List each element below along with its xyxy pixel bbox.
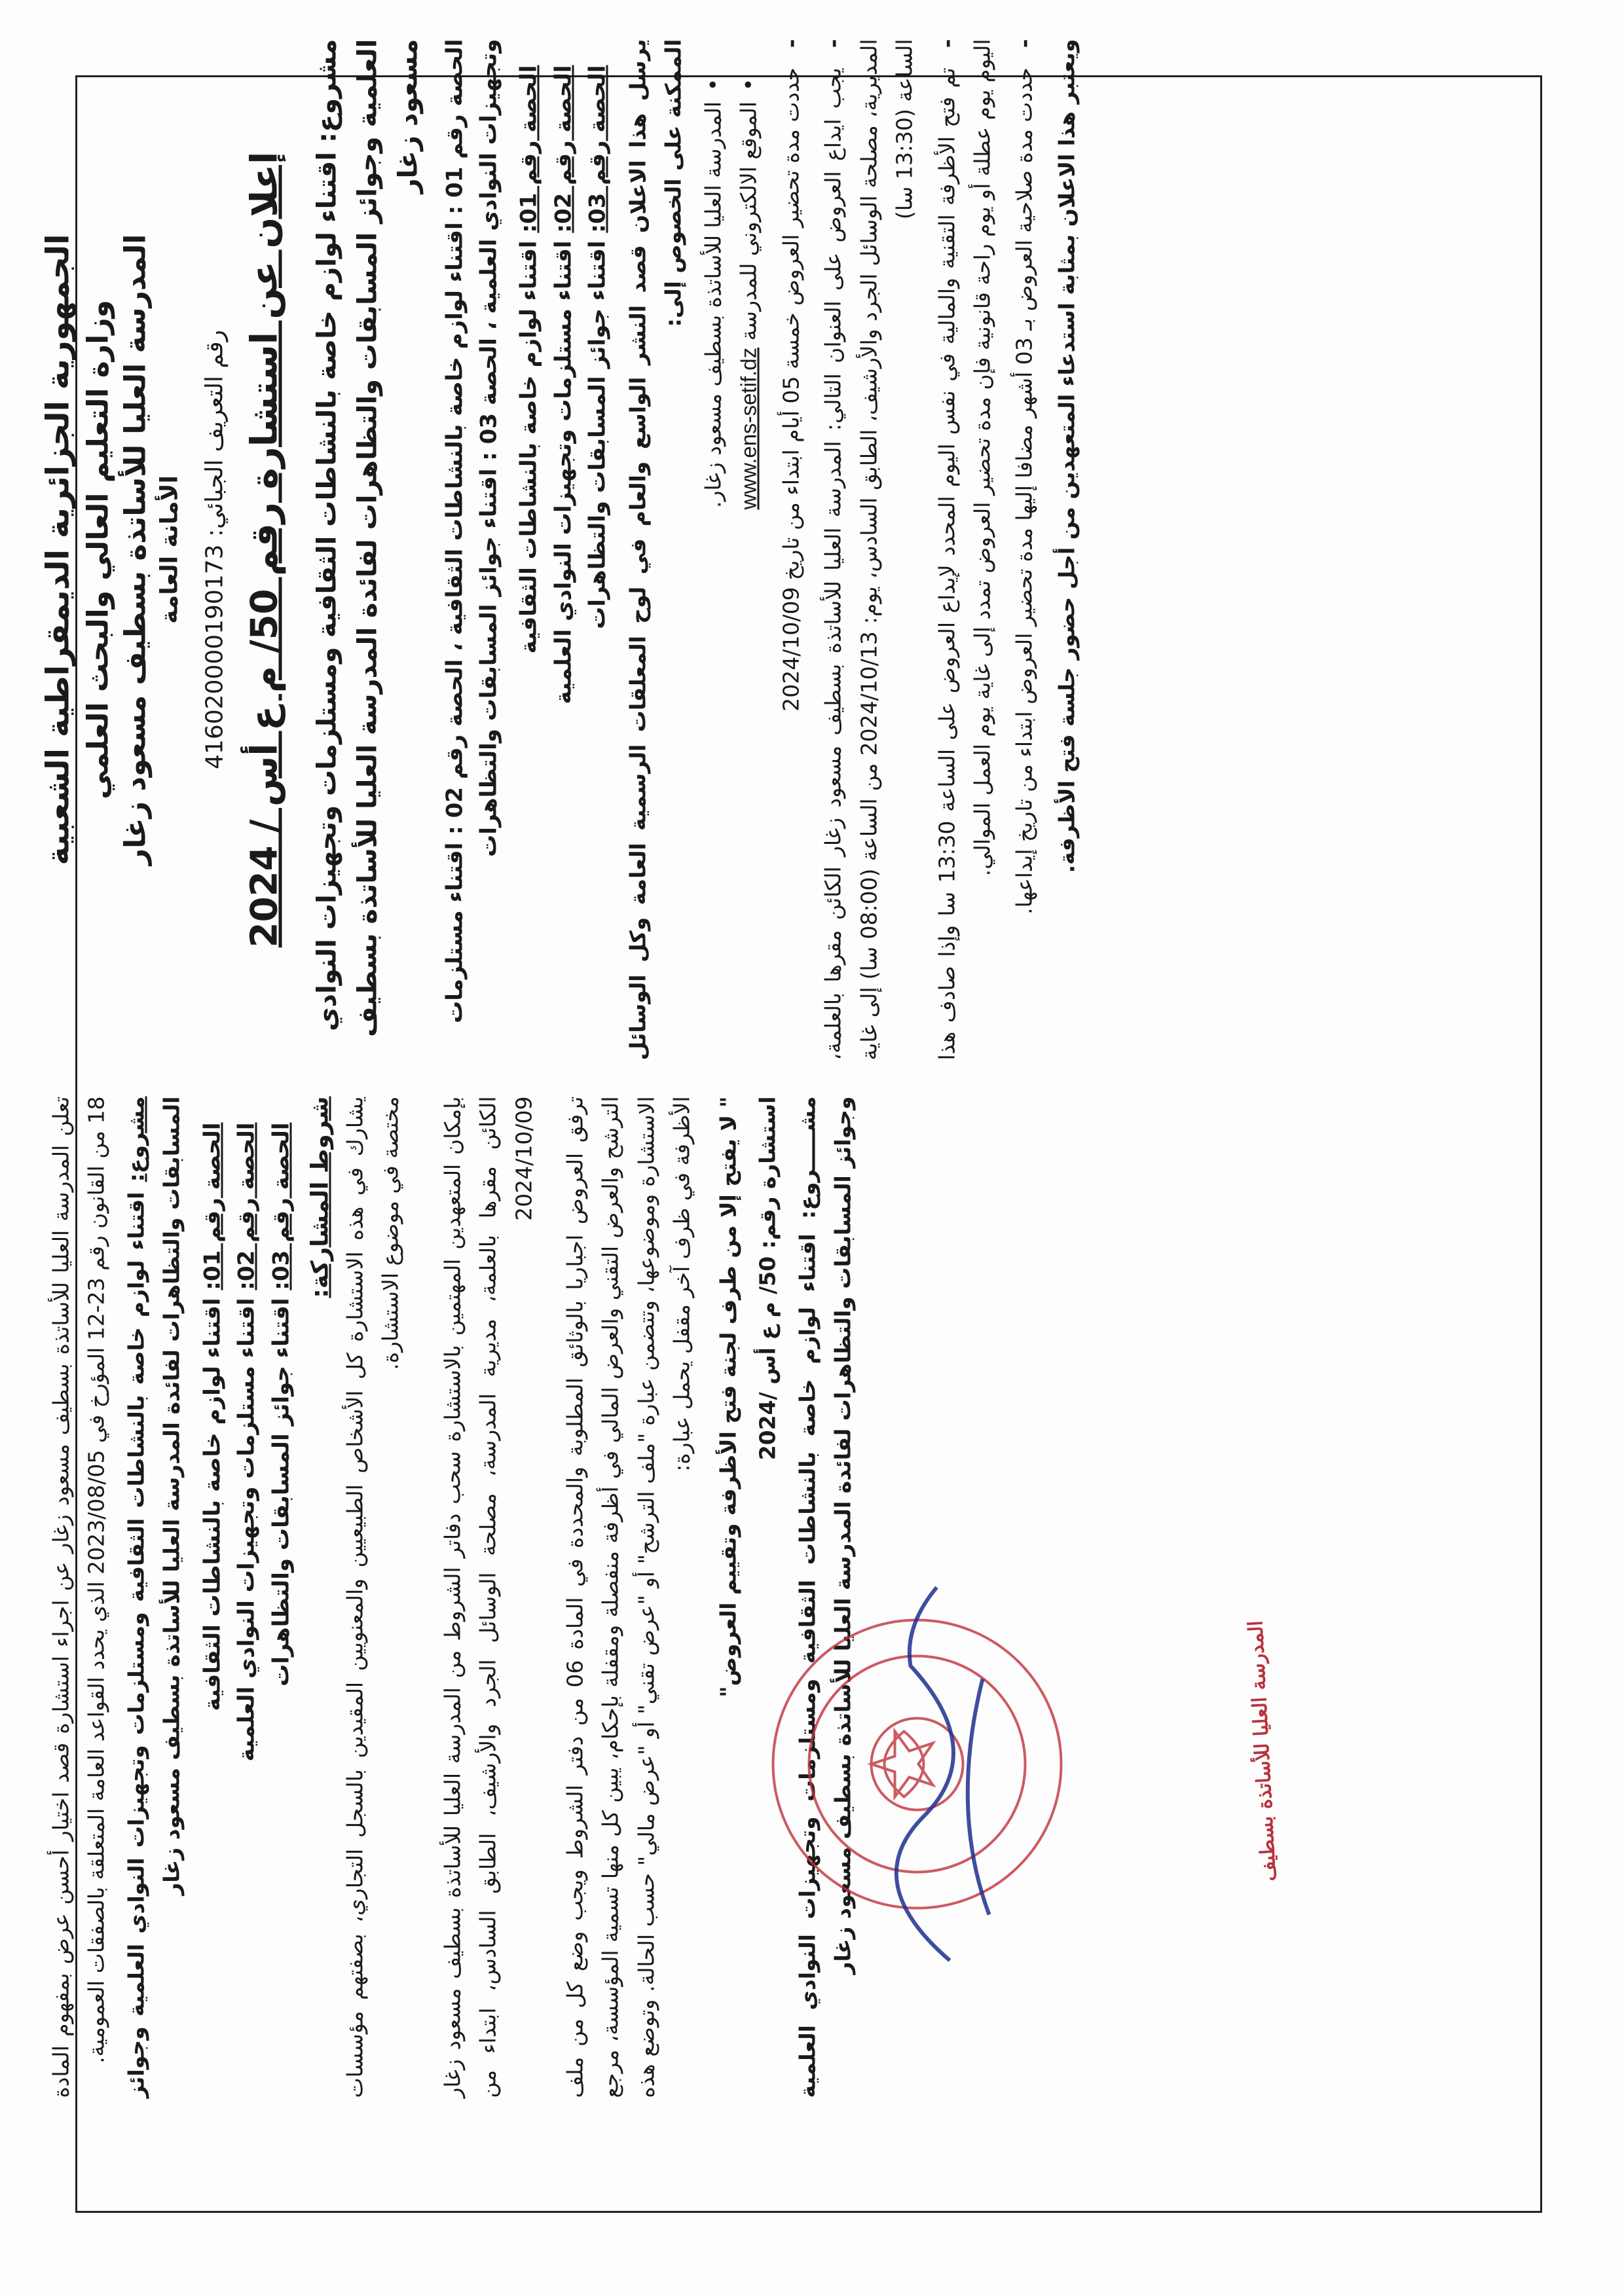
letterhead bbox=[40, 39, 290, 1061]
deposit-info: - يجب ايداع العروض على العنوان التالي: المدرسة العليا للأساتذة بسطيف مسعود زغار الكائن مقرها بالعلمة، المديرية، مصلحة الوسائل الجرد والأرشيف، الطابق السادس، يوم: 2024/10/13 من الساعة (08:00 سا) إلى غاية الساعة (13:30 سا) bbox=[816, 39, 923, 1061]
lot-text: اقتناء لوازم خاصة بالنشاطات الثقافية bbox=[515, 240, 542, 654]
lot-list-2 bbox=[195, 1097, 299, 2098]
publish-note: يرسل هذا الاعلان قصد النشر الواسع والعام في لوح المعلقات الرسمية العامة وكل الوسائل الممكنة على الخصوص إلى: bbox=[625, 39, 686, 1061]
project-block bbox=[119, 1097, 190, 2098]
lot-text: اقتناء لوازم خاصة بالنشاطات الثقافية bbox=[199, 1298, 226, 1711]
ministry-name: وزارة التعليم العالي والبحث العلمي bbox=[81, 300, 115, 799]
lot-item bbox=[230, 1123, 265, 2098]
envelope-line-3: مشـــــروع: اقتناء لوازم خاصة بالنشاطات الثقافية ومستلزمات وتجهيزات النوادي العلمية وجوائز المسابقات والتظاهرات لفائدة المدرسة العليا للأساتذة بسطيف مسعود زغار bbox=[794, 1096, 856, 2098]
withdraw-text: بإمكان المتعهدين المهتمين بالاستشارة سحب دفاتر الشروط من المدرسة العليا للأساتذة بسطيف مسعود زغار الكائن مقرها بالعلمة، مديرية المدرسة، مصلحة الوسائل الجرد والأرشيف، الطابق السادس، ابتداء من 2024/10/09 bbox=[439, 1096, 537, 2098]
publish-school: • المدرسة العليا للأساتذة بسطيف مسعود زغار. bbox=[695, 79, 731, 1061]
invitation: ويعتبر هذا الاعلان بمثابة استدعاء المتعهدين من أجل حضور جلسة فتح الأظرفة. bbox=[1054, 39, 1080, 873]
publish-site: • الموقع الالكتروني للمدرسة www.ens-setif.dz bbox=[731, 79, 767, 1061]
secretariat: الأمانة العامة bbox=[156, 475, 183, 624]
lot-item bbox=[581, 65, 616, 1061]
lot-text: اقتناء جوائز المسابقات والتظاهرات bbox=[584, 240, 611, 629]
official-stamp-icon bbox=[754, 1516, 1094, 2013]
lot-label: الحصة رقم 03: bbox=[584, 65, 611, 233]
lot-label: الحصة رقم 02: bbox=[550, 65, 577, 233]
lots-summary: الحصة رقم 01 : اقتناء لوازم خاصة بالنشاطات الثقافية ، الحصة رقم 02 : اقتناء مستلزمات وتجهيزات النوادي العلمية ، الحصة 03 : اقتناء جوائز المسابقات والتظاهرات bbox=[441, 39, 502, 1023]
lot-list-1 bbox=[511, 39, 615, 1061]
republic-name: الجمهورية الجزائرية الديمقراطية الشعبية bbox=[39, 234, 77, 866]
site-link[interactable]: www.ens-setif.dz bbox=[736, 347, 761, 510]
announcement-title: إعلان عن استشارة رقم 50/ م ع أس / 2024 bbox=[243, 151, 286, 948]
left-column bbox=[40, 1097, 866, 2098]
lot-item bbox=[546, 65, 581, 1061]
right-column bbox=[40, 39, 1089, 1061]
lot-item bbox=[265, 1123, 299, 2098]
lot-label: الحصة رقم 01: bbox=[199, 1122, 226, 1290]
stamp-caption: المدرسة العليا للأساتذة بسطيف bbox=[1244, 1620, 1281, 1882]
envelope-line-1: " لا يفتح إلا من طرف لجنة فتح الأظرفة وتقييم العروض" bbox=[715, 1096, 741, 1698]
lot-item bbox=[195, 1123, 230, 2098]
lot-label: الحصة رقم 02: bbox=[233, 1122, 260, 1290]
docs-text: ترفق العروض اجباريا بالوثائق المطلوبة والمحددة في المادة 06 من دفتر الشروط ويجب وضع كل من ملف الترشح والعرض التقني والعرض المالي في أظرفة منفصلة ومقفلة بإحكام، يبين كل منها تسمية المؤسسة، مرجع الاستشارة وموضوعها، وتتضمن عبارة "ملف الترشح" أو "عرض تقني" أو "عرض مالي" حسب الحالة. وتوضع هذه الأظرفة في ظرف آخر مقفل يحمل عبارة: bbox=[562, 1096, 695, 2098]
project-heading: مشروع: اقتناء لوازم خاصة بالنشاطات الثقافية ومستلزمات وتجهيزات النوادي العلمية وجوائز المسابقات والتظاهرات لفائدة المدرسة العليا للأساتذة بسطيف مسعود زغار bbox=[312, 39, 424, 1038]
project-body: اقتناء لوازم خاصة بالنشاطات الثقافية ومستلزمات وتجهيزات النوادي العلمية وجوائز المسابقات والتظاهرات لفائدة المدرسة العليا للأساتذة بسطيف مسعود زغار bbox=[123, 1096, 185, 2098]
envelope-line-2: استشارة رقم: 50/ م ع أس /2024 bbox=[754, 1096, 781, 1461]
lot-item bbox=[511, 65, 546, 1061]
intro-paragraph: تعلن المدرسة العليا للأساتذة بسطيف مسعود زغار عن اجراء استشارة قصد اختيار أحسن عرض بمفهوم المادة 18 من القانون رقم 23-12 المؤرخ في 2023/08/05 الذي يحدد القواعد العامة المتعلقة بالصفقات العمومية. bbox=[48, 1096, 109, 2098]
tax-id: رقم التعريف الجبائي: 416020000190173 bbox=[201, 330, 229, 770]
prep-period: - حددت مدة تحضير العروض خمسة 05 أيام ابتداء من تاريخ 2024/10/09 bbox=[773, 39, 809, 1061]
conditions-title: شروط المشاركة: bbox=[306, 1096, 334, 1298]
school-name: المدرسة العليا للأساتذة بسطيف مسعود زغار bbox=[119, 234, 153, 866]
conditions-text: يشارك في هذه الاستشارة كل الأشخاص الطبيعيين والمعنويين المقيدين بالسجل التجاري، بصفتهم مؤسسات مختصة في موضوع الاستشارة. bbox=[342, 1096, 403, 2098]
validity-info: - حددت مدة صلاحية العروض بـ 03 أشهر مضافا إليها مدة تحضير العروض ابتداء من تاريخ إيداعها. bbox=[1007, 39, 1043, 1061]
opening-info: - تم فتح الأظرفة التقنية والمالية في نفس اليوم المحدد لإيداع العروض على الساعة 13:30 سا وإذا صادف هذا اليوم يوم عطلة أو يوم راحة قانونية فإن مدة تحضير العروض تمدد إلى غاية يوم العمل الموالي. bbox=[929, 39, 1001, 1061]
lot-label: الحصة رقم 03: bbox=[268, 1122, 295, 1290]
lot-label: الحصة رقم 01: bbox=[515, 65, 542, 233]
lot-text: اقتناء مستلزمات وتجهيزات النوادي العلمية bbox=[550, 240, 577, 704]
lot-text: اقتناء مستلزمات وتجهيزات النوادي العلمية bbox=[233, 1298, 260, 1762]
terms-list bbox=[773, 39, 1043, 1061]
announcement-sheet bbox=[20, 13, 1461, 2124]
project-label: مشروع: bbox=[123, 1096, 149, 1182]
lot-text: اقتناء جوائز المسابقات والتظاهرات bbox=[268, 1298, 295, 1686]
publish-targets bbox=[695, 39, 767, 1061]
